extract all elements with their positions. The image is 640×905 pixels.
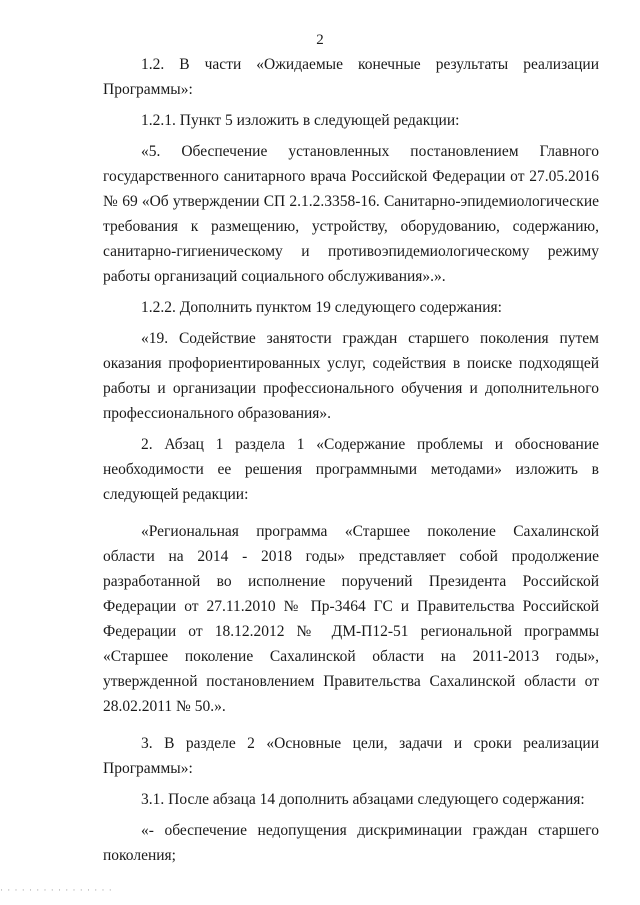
paragraph-item-5: «5. Обеспечение установленных постановлением Главного государственного санитарного врача Российской Федерации от 27.05.2016 № 69 «Об утверждении СП 2.1.2.3358-16. Санитарно-эпидемиологические требования к размещению, устройству, оборудованию, содержанию, санитарно-гигиеническому и противоэпидемиологическому режиму работы организаций социального обслуживания».». <box>103 143 599 285</box>
paragraph-3-1: 3.1. После абзаца 14 дополнить абзацами следующего содержания: <box>141 791 585 808</box>
page-number: 2 <box>316 32 324 48</box>
document-body <box>103 52 599 868</box>
paragraph-regional-program: «Региональная программа «Старшее поколение Сахалинской области на 2014 - 2018 годы» представляет собой продолжение разработанной во исполнение поручений Президента Российской Федерации от 27.11.2010 № Пр-3464 ГС и Правительства Российской Федерации от 18.12.2012 № ДМ-П12-51 региональной программы «Старшее поколение Сахалинской области на 2011-2013 годы», утвержденной постановлением Правительства Сахалинской области от 28.02.2011 № 50.». <box>103 523 599 715</box>
paragraph-discrimination: «- обеспечение недопущения дискриминации граждан старшего поколения; <box>103 822 599 864</box>
paragraph-3: 3. В разделе 2 «Основные цели, задачи и сроки реализации Программы»: <box>103 735 599 777</box>
paragraph-1-2: 1.2. В части «Ожидаемые конечные результаты реализации Программы»: <box>103 56 599 98</box>
paragraph-2: 2. Абзац 1 раздела 1 «Содержание проблемы и обоснование необходимости ее решения программными методами» изложить в следующей редакции: <box>103 436 599 503</box>
paragraph-1-2-1: 1.2.1. Пункт 5 изложить в следующей редакции: <box>141 112 460 129</box>
paragraph-item-19: «19. Содействие занятости граждан старшего поколения путем оказания профориентированных услуг, содействия в поиске подходящей работы и организации профессионального обучения и дополнительного профессионального образования». <box>103 330 599 422</box>
scan-artifact-marks: · · · · · · · · · · · · · · · · <box>0 885 113 891</box>
paragraph-1-2-2: 1.2.2. Дополнить пунктом 19 следующего содержания: <box>141 299 502 316</box>
